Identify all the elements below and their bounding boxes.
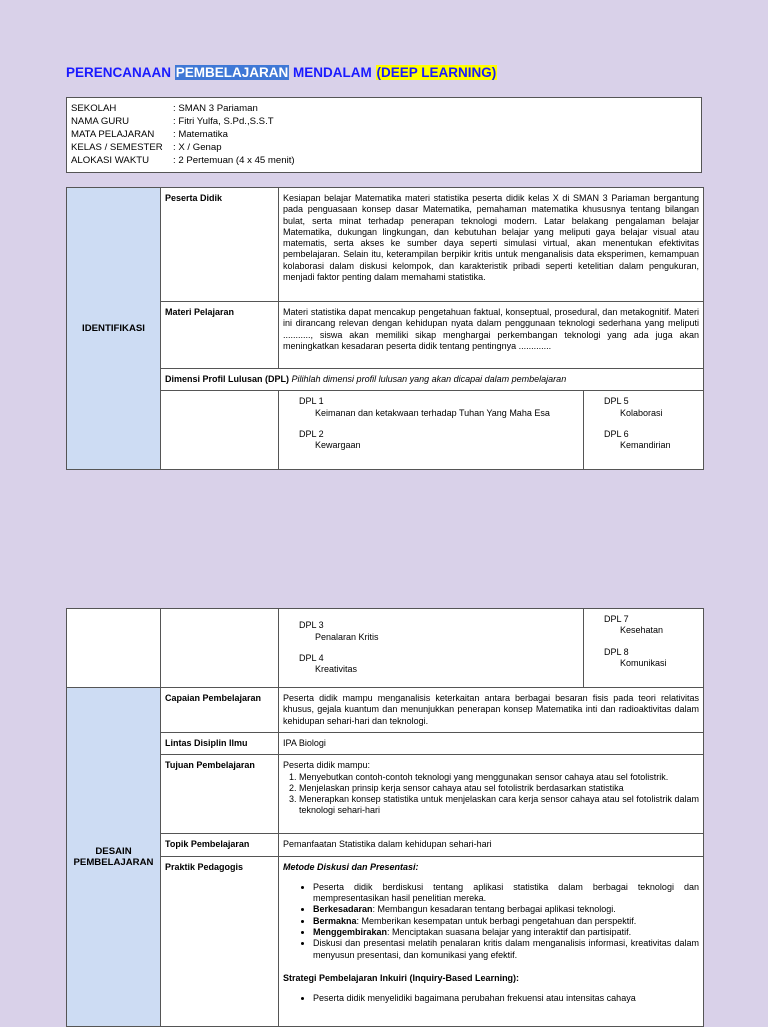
info-row-mata-pelajaran	[71, 128, 697, 141]
dpl-code: DPL 3	[299, 620, 324, 631]
list-item: • Peserta didik berdiskusi tentang aplikasi statistika dalam berbagai teknologi dan mempresentasikan hasil penelitian mereka.	[313, 882, 699, 905]
tujuan-cell	[279, 755, 704, 834]
label-praktik: Praktik Pedagogis	[161, 856, 279, 1026]
strategi-heading: Strategi Pembelajaran Inkuiri (Inquiry-Based Learning):	[283, 972, 520, 983]
dpl-code: DPL 8	[604, 646, 629, 657]
title-highlight-yellow: (DEEP LEARNING)	[376, 65, 497, 80]
desain-table	[66, 608, 704, 1027]
identifikasi-table	[66, 187, 704, 470]
dpl-item	[604, 429, 699, 452]
dpl-right-cell	[584, 609, 704, 688]
list-item-bold: Bermakna	[313, 915, 357, 926]
info-key: KELAS / SEMESTER	[71, 142, 163, 153]
list-item: • Peserta didik menyelidiki bagaimana perubahan frekuensi atau intensitas cahaya	[313, 993, 699, 1004]
label-materi-pelajaran: Materi Pelajaran	[161, 302, 279, 369]
metode-heading: Metode Diskusi dan Presentasi:	[283, 861, 419, 872]
list-item: 1. Menyebutkan contoh-contoh teknologi yang menggunakan sensor cahaya atau sel fotolistrik.	[299, 772, 699, 783]
info-value: : SMAN 3 Pariaman	[173, 103, 258, 114]
text-lintas: IPA Biologi	[279, 733, 704, 755]
list-item	[313, 904, 699, 915]
dpl-desc: Kesehatan	[620, 625, 664, 636]
dpl-desc: Kreativitas	[315, 664, 358, 675]
dpl-item	[299, 620, 579, 643]
dpl-code: DPL 6	[604, 428, 629, 439]
dpl-item	[604, 614, 699, 637]
school-info-box	[66, 97, 702, 173]
info-value: : 2 Pertemuan (4 x 45 menit)	[173, 155, 295, 166]
info-row-kelas-semester	[71, 141, 697, 154]
info-value: : X / Genap	[173, 142, 222, 153]
tujuan-intro: Peserta didik mampu:	[283, 760, 371, 771]
text-capaian: Peserta didik mampu menganalisis keterkaitan antara berbagai besaran fisis pada teori relativitas khusus, gejala kuantum dan menunjukkan penerapan konsep Matematika inti dan radioaktivitas dalam kehidupan sehari-hari dan teknologi.	[279, 688, 704, 733]
dpl-desc: Kemandirian	[620, 440, 671, 451]
dpl-code: DPL 7	[604, 614, 629, 624]
dpl-item	[299, 653, 579, 676]
list-item-text: : Menciptakan suasana belajar yang interaktif dan partisipatif.	[387, 927, 632, 938]
list-item: 2. Menjelaskan prinsip kerja sensor cahaya atau sel fotolistrik berdasarkan statistika	[299, 783, 699, 794]
row-capaian	[67, 688, 704, 733]
dpl-header	[161, 369, 704, 391]
row-topik	[67, 834, 704, 856]
list-item	[313, 927, 699, 938]
info-value: : Matematika	[173, 129, 228, 140]
info-row-alokasi-waktu	[71, 154, 697, 167]
dpl-desc: Penalaran Kritis	[315, 631, 379, 642]
info-key: SEKOLAH	[71, 103, 117, 114]
row-dpl-header	[67, 369, 704, 391]
dpl-item	[299, 396, 579, 419]
list-item-bold: Menggembirakan	[313, 927, 388, 938]
row-tujuan	[67, 755, 704, 834]
praktik-cell	[279, 856, 704, 1026]
tujuan-list	[283, 772, 699, 817]
row-materi-pelajaran	[67, 302, 704, 369]
dpl-right-cell	[584, 391, 704, 470]
label-peserta-didik: Peserta Didik	[161, 188, 279, 302]
text-materi-pelajaran: Materi statistika dapat mencakup pengetahuan faktual, konseptual, prosedural, dan metakognitif. Materi ini dirancang relevan dengan kehidupan nyata dalam penggunaan teknologi sederhana yang meliputi ..........., siswa akan memiliki sikap menghargai perkembangan teknologi yang ada juga akan meningkatkan kesadaran peserta didik tentang pentingnya .............	[279, 302, 704, 369]
row-praktik	[67, 856, 704, 1026]
list-item: 3. Menerapkan konsep statistika untuk menjelaskan cara kerja sensor cahaya atau sel fotolistrik dalam teknologi sehari-hari	[299, 794, 699, 817]
info-row-nama-guru	[71, 115, 697, 128]
metode-list	[283, 882, 699, 961]
list-item	[313, 916, 699, 927]
title-part-1: PERENCANAAN	[66, 65, 175, 80]
section-identifikasi: IDENTIFIKASI	[67, 188, 161, 470]
title-part-3: MENDALAM	[289, 65, 376, 80]
strategi-list	[283, 993, 699, 1004]
info-key: MATA PELAJARAN	[71, 129, 155, 140]
dpl-desc: Kewargaan	[315, 440, 361, 451]
dpl-code: DPL 1	[299, 396, 324, 407]
dpl-item	[604, 396, 699, 419]
dpl-empty-cell	[161, 391, 279, 470]
label-tujuan: Tujuan Pembelajaran	[161, 755, 279, 834]
dpl-code: DPL 2	[299, 428, 324, 439]
list-item-bold: Berkesadaran	[313, 904, 373, 915]
dpl-left-cell	[279, 391, 584, 470]
list-item-text: : Memberikan kesempatan untuk berbagi pengetahuan dan perspektif.	[356, 915, 637, 926]
dpl-label: Dimensi Profil Lulusan (DPL)	[165, 374, 290, 384]
text-topik: Pemanfaatan Statistika dalam kehidupan sehari-hari	[279, 834, 704, 856]
dpl-desc: Keimanan dan ketakwaan terhadap Tuhan Yang Maha Esa	[315, 407, 550, 418]
text-peserta-didik: Kesiapan belajar Matematika materi statistika peserta didik kelas X di SMAN 3 Pariaman bergantung pada penguasaan konsep dasar Matematika, pemahaman matematika khususnya tentang bilangan bulat, serta minat terhadap penerapan teknologi modern. Latar belakang pengalaman belajar Matematika, dukungan lingkungan, dan kebutuhan belajar yang meliputi gaya belajar visual atau matematis, serta akses ke sumber daya seperti simulasi virtual, akan menentukan efektivitas pembelajaran. Selain itu, keterampilan berpikir kritis untuk menganalisis data eksperimen, kemampuan kolaborasi dalam diskusi kelompok, dan karakteristik pribadi seperti ketelitian dalam pengukuran, menjadi faktor penting dalam memahami statistika.	[279, 188, 704, 302]
section-line-1: DESAIN	[95, 845, 132, 857]
dpl-left-cell	[279, 609, 584, 688]
dpl-desc: Kolaborasi	[620, 407, 663, 418]
label-topik: Topik Pembelajaran	[161, 834, 279, 856]
section-line-2: PEMBELAJARAN	[73, 856, 154, 868]
dpl-empty-cell	[67, 609, 161, 688]
dpl-hint: Pilihlah dimensi profil lulusan yang akan dicapai dalam pembelajaran	[291, 374, 567, 384]
section-desain-pembelajaran	[67, 688, 161, 1027]
list-item: • Diskusi dan presentasi melatih penalaran kritis dalam menganalisis informasi, kreativitas dalam menyusun presentasi, dan komunikasi yang efektif.	[313, 938, 699, 961]
dpl-code: DPL 5	[604, 396, 629, 407]
title-highlight-blue: PEMBELAJARAN	[175, 65, 289, 80]
info-value: : Fitri Yulfa, S.Pd.,S.S.T	[173, 116, 274, 127]
dpl-item	[604, 647, 699, 670]
dpl-item	[299, 429, 579, 452]
dpl-code: DPL 4	[299, 653, 324, 663]
row-dpl-options-1	[67, 391, 704, 470]
label-capaian: Capaian Pembelajaran	[161, 688, 279, 733]
label-lintas: Lintas Disiplin Ilmu	[161, 733, 279, 755]
row-peserta-didik	[67, 188, 704, 302]
list-item-text: : Membangun kesadaran tentang berbagai aplikasi teknologi.	[372, 904, 616, 915]
dpl-empty-cell	[161, 609, 279, 688]
info-key: NAMA GURU	[71, 116, 130, 127]
row-dpl-options-2	[67, 609, 704, 688]
row-lintas	[67, 733, 704, 755]
page-title	[66, 65, 497, 80]
dpl-desc: Komunikasi	[620, 657, 667, 668]
info-row-sekolah	[71, 102, 697, 115]
info-key: ALOKASI WAKTU	[71, 155, 150, 166]
